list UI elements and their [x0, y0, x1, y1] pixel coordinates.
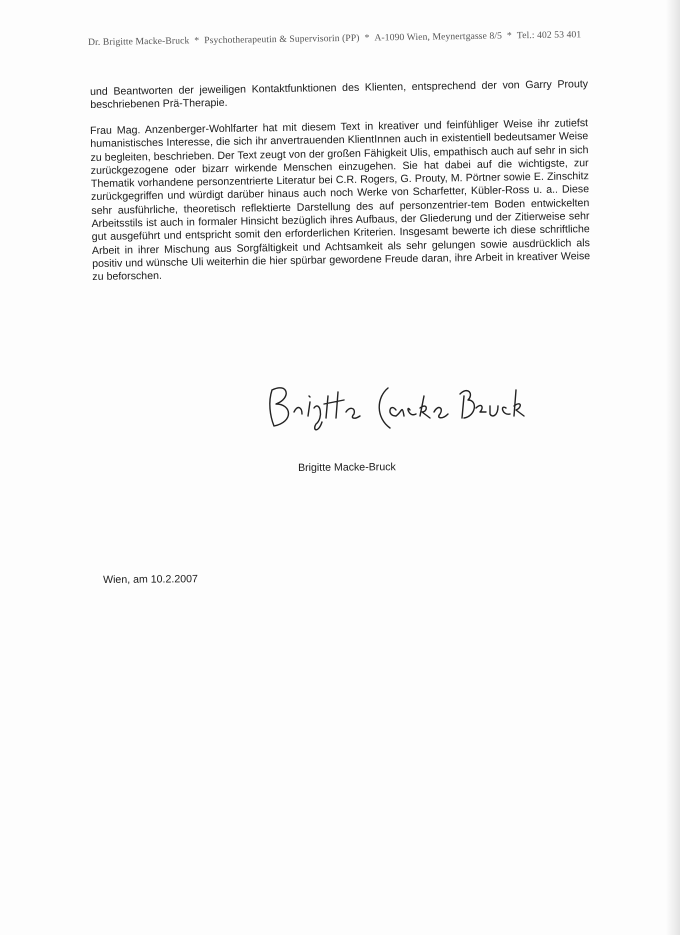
- paragraph-intro: und Beantworten der jeweiligen Kontaktfunktionen des Klienten, entsprechend der von Garry Prouty beschriebenen Prä-Therapie.: [90, 78, 589, 112]
- letterhead: [88, 29, 608, 48]
- letterhead-role: Psychotherapeutin & Supervisorin (PP): [204, 32, 360, 47]
- letterhead-phone: Tel.: 402 53 401: [516, 29, 582, 42]
- handwritten-signature: [258, 372, 538, 438]
- letterhead-separator: *: [506, 30, 512, 42]
- place-date: Wien, am 10.2.2007: [103, 573, 198, 586]
- page-edge-shadow: [666, 0, 680, 935]
- paragraph-evaluation: Frau Mag. Anzenberger-Wohlfarter hat mit diesem Text in kreativer und feinfühliger Weise ihr zutiefst humanistisches Interesse, die sich ihr anvertrauenden KlientInnen auch in existentiell bedeutsamer Weise zu begleiten, beschrieben. Der Text zeugt von der großen Fähigkeit Ulis, empathisch auch auf sehr in sich zurückgezogene oder bizarr wirkende Menschen einzugehen. Sie hat dabei auf die wichtigste, zur Thematik vorhandene personzentrierte Literatur bei C.R. Rogers, G. Prouty, M. Pörtner sowie E. Zinschitz zurückgegriffen und würdigt darüber hinaus auch noch Werke von Scharfetter, Kübler-Ross u. a.. Diese sehr ausführliche, theoretisch reflektierte Darstellung des auf personzentrier-tem Boden entwickelten Arbeitsstils ist auch in formaler Hinsicht bezüglich ihres Aufbaus, der Gliederung und der Zitierweise sehr gut ausgeführt und entspricht somit den erforderlichen Kriterien. Insgesamt bewerte ich diese schriftliche Arbeit in ihrer Mischung aus Sorgfältigkeit und Achtsamkeit als sehr gelungen sowie ausdrücklich als positiv und wünsche Uli weiterhin die hier spürbar gewordene Freude daran, ihre Arbeit in kreativer Weise zu beforschen.: [90, 117, 591, 284]
- letterhead-address: A-1090 Wien, Meynertgasse 8/5: [374, 30, 503, 44]
- letterhead-separator: *: [194, 35, 200, 47]
- letterhead-name: Dr. Brigitte Macke-Bruck: [88, 35, 190, 48]
- signature-printed-name: Brigitte Macke-Bruck: [298, 461, 396, 474]
- letterhead-separator: *: [364, 32, 370, 44]
